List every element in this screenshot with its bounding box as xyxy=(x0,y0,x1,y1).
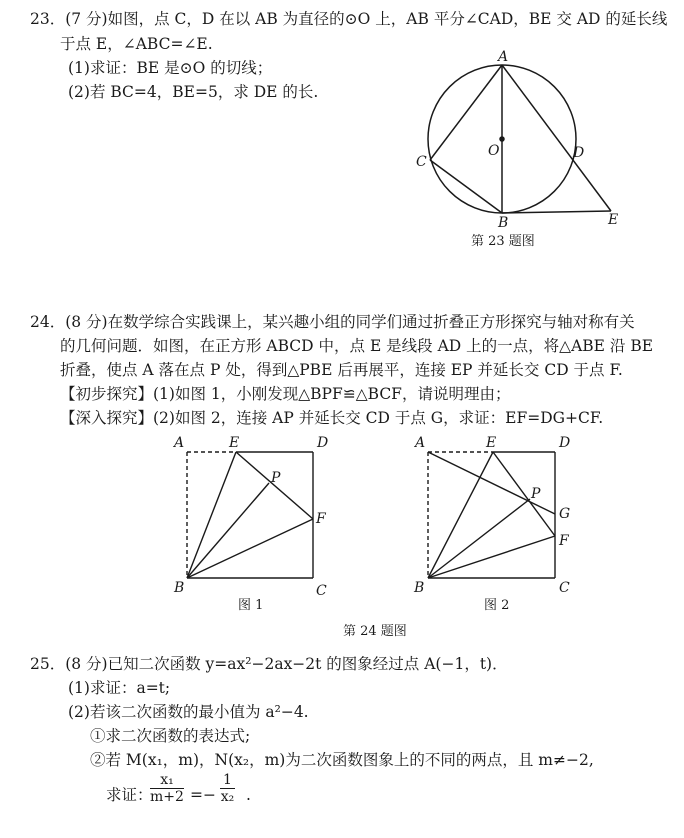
figure-24-2 xyxy=(428,452,555,578)
fig2-label-p: P xyxy=(531,486,541,502)
q25-fraction-1 xyxy=(150,772,184,805)
q25-sub1: ①求二次函数的表达式; xyxy=(90,727,251,745)
fraction-1-denominator: m+2 xyxy=(150,789,184,805)
fig2-label-b: B xyxy=(414,580,425,596)
q24-line2: 的几何问题．如图，在正方形 ABCD 中，点 E 是线段 AD 上的一点，将△ABE 沿 BE xyxy=(60,337,654,355)
q24-line5: 【深入探究】(2)如图 2，连接 AP 并延长交 CD 于点 G，求证：EF=DG+CF. xyxy=(60,409,604,427)
segment-cb xyxy=(430,160,502,213)
fig1-label-a: A xyxy=(174,435,185,451)
q23-caption: 第 23 题图 xyxy=(471,234,535,249)
label-b: B xyxy=(498,215,509,231)
q24-line3: 折叠，使点 A 落在点 P 处，得到△PBE 后再展平，连接 EP 并延长交 CD 于点 F. xyxy=(60,361,623,379)
fig1-label-f: F xyxy=(316,511,326,527)
label-a: A xyxy=(498,49,509,65)
q25-part1: (1)求证：a=t; xyxy=(68,679,171,697)
segment-ag xyxy=(428,452,555,514)
q25-line1: 25．(8 分)已知二次函数 y=ax²−2ax−2t 的图象经过点 A(−1，t)． xyxy=(30,655,508,673)
label-c: C xyxy=(416,154,427,170)
fig1-label-c: C xyxy=(316,583,327,599)
label-d: D xyxy=(573,145,585,161)
fig2-label-c: C xyxy=(559,580,570,596)
figure-23 xyxy=(428,65,611,213)
label-o: O xyxy=(488,143,500,159)
q25-end: . xyxy=(246,786,251,804)
fig2-label-d: D xyxy=(559,435,571,451)
q24-fig2-caption: 图 2 xyxy=(484,598,510,613)
q23-line2: 于点 E，∠ABC=∠E. xyxy=(60,35,213,53)
segment-bp xyxy=(428,499,530,578)
fraction-1-numerator: x₁ xyxy=(150,772,184,789)
fig2-label-a: A xyxy=(415,435,426,451)
q25-sub2: ②若 M(x₁，m)，N(x₂，m)为二次函数图象上的不同的两点，且 m≠−2, xyxy=(90,751,594,769)
segment-bp xyxy=(187,483,269,578)
fig2-label-f: F xyxy=(559,533,569,549)
fig1-label-e: E xyxy=(229,435,240,451)
fig1-label-b: B xyxy=(174,580,185,596)
fraction-2-numerator: 1 xyxy=(220,772,235,789)
q23-part1: (1)求证：BE 是⊙O 的切线； xyxy=(68,59,273,77)
label-e: E xyxy=(608,212,619,228)
fig1-label-d: D xyxy=(317,435,329,451)
q24-line4: 【初步探究】(1)如图 1，小刚发现△BPF≌△BCF，请说明理由； xyxy=(60,385,511,403)
fraction-2-denominator: x₂ xyxy=(220,789,235,805)
q25-fraction-2 xyxy=(220,772,235,805)
fig1-label-p: P xyxy=(271,470,281,486)
q25-part2: (2)若该二次函数的最小值为 a²−4. xyxy=(68,703,309,721)
q24-line1: 24．(8 分)在数学综合实践课上，某兴趣小组的同学们通过折叠正方形探究与轴对称有关 xyxy=(30,313,635,331)
fig2-label-g: G xyxy=(559,506,571,522)
q25-prove-prefix: 求证： xyxy=(106,786,153,804)
q25-equals: =− xyxy=(190,786,216,804)
fig2-label-e: E xyxy=(486,435,497,451)
segment-ef xyxy=(493,452,555,536)
q23-part2: (2)若 BC=4，BE=5，求 DE 的长. xyxy=(68,83,319,101)
figure-24-1 xyxy=(187,452,313,578)
q24-fig1-caption: 图 1 xyxy=(238,598,264,613)
q23-line1: 23．(7 分)如图，点 C，D 在以 AB 为直径的⊙O 上，AB 平分∠CAD，BE 交 AD 的延长线 xyxy=(30,10,668,28)
center-dot xyxy=(500,137,504,141)
q24-caption: 第 24 题图 xyxy=(343,624,407,639)
